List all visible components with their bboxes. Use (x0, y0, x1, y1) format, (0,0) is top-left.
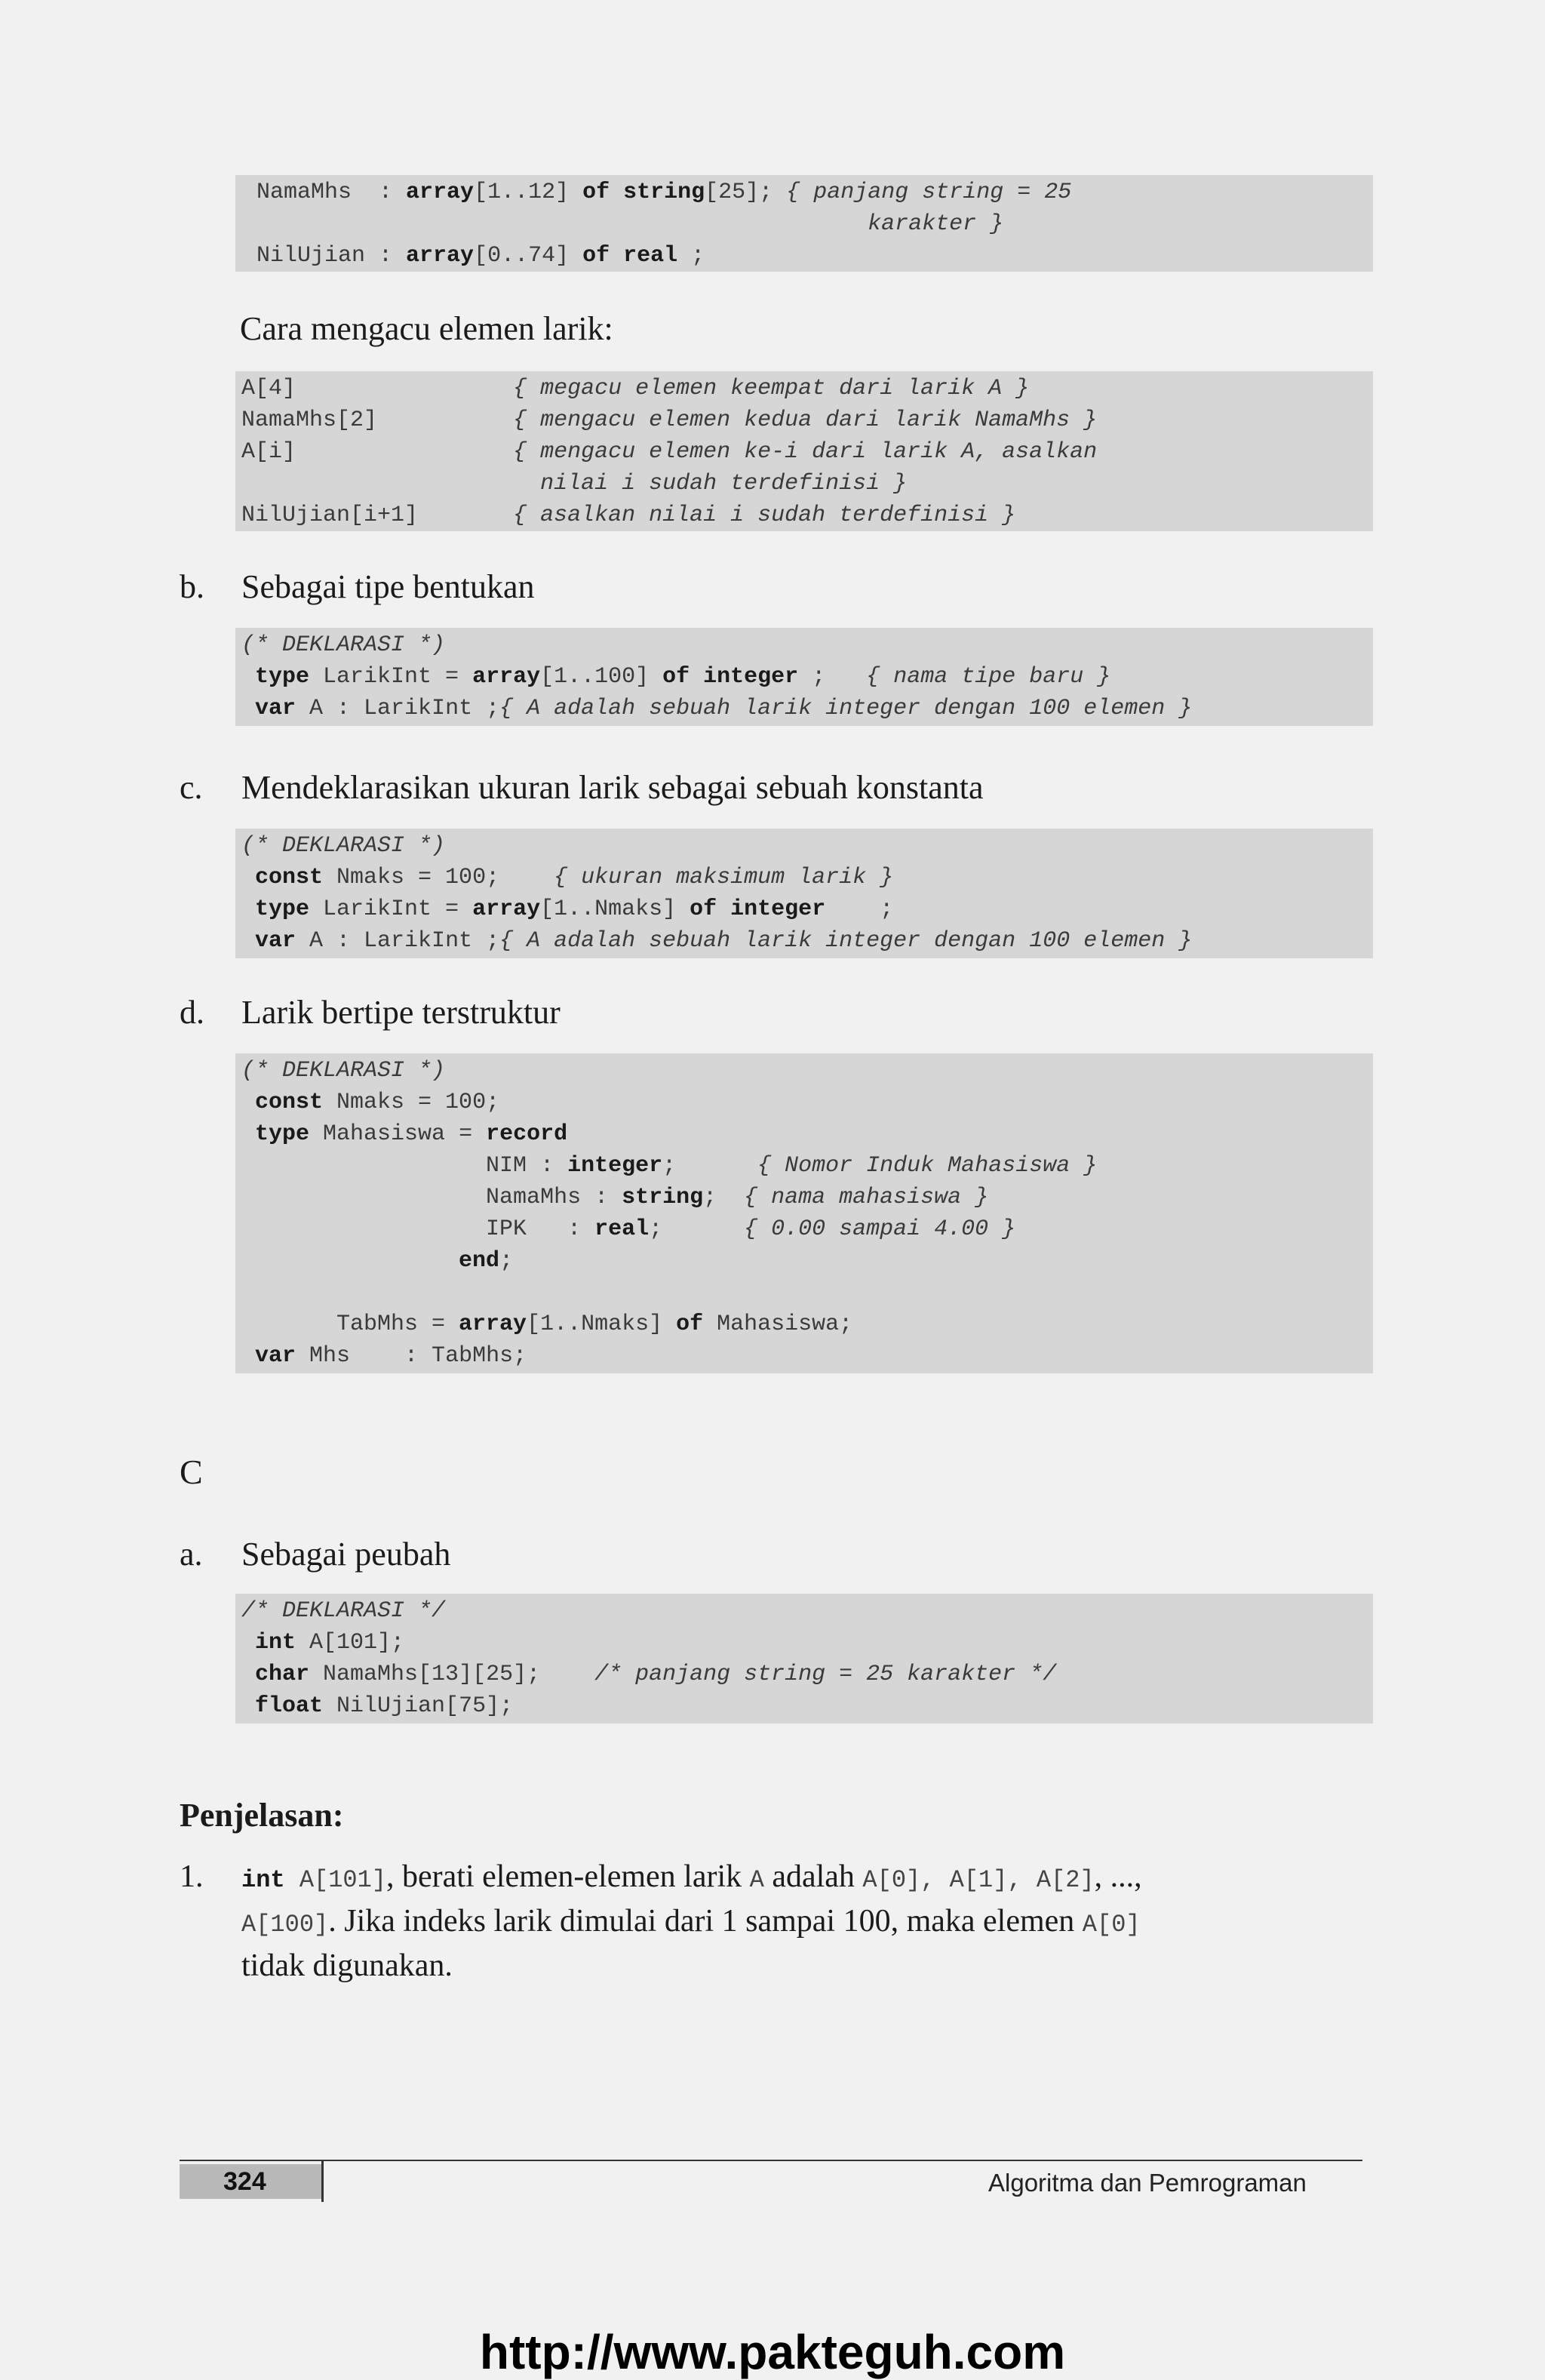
code-comment: (* DEKLARASI *) (241, 1058, 446, 1084)
code-keyword: array (472, 896, 541, 922)
code-line (256, 208, 1352, 240)
code-comment: /* panjang string = 25 karakter */ (594, 1662, 1057, 1687)
code-keyword: array (406, 180, 475, 205)
penjelasan-text-4: . Jika indeks larik dimulai dari 1 sampai 100, maka elemen (328, 1904, 1083, 1939)
code-text (241, 1693, 255, 1719)
code-text: A[101]; (296, 1630, 405, 1656)
watermark-url: http://www.pakteguh.com (479, 2325, 1066, 2379)
item-b-text: Sebagai tipe bentukan (241, 568, 535, 605)
code-text (610, 243, 623, 269)
code-block-array-declaration (235, 175, 1373, 272)
code-keyword: var (255, 1343, 296, 1369)
penjelasan-text-5: tidak digunakan. (241, 1948, 453, 1983)
code-keyword: array (406, 243, 475, 269)
code-text (690, 664, 703, 690)
code-line (241, 1595, 1352, 1627)
code-text: A[4] (241, 376, 514, 401)
code-a0: A[0] (1082, 1911, 1141, 1939)
section-c-title: C (180, 1453, 203, 1491)
code-line (241, 1245, 1352, 1277)
code-line (241, 373, 1352, 404)
code-line (241, 1340, 1352, 1372)
code-block-element-access (235, 371, 1373, 531)
code-line (241, 925, 1352, 957)
code-keyword: of (676, 1311, 704, 1337)
code-comment: { mengacu elemen ke-i dari larik A, asalkan (513, 439, 1098, 465)
code-text (241, 928, 255, 954)
code-comment: { nama mahasiswa } (744, 1185, 989, 1210)
code-text: NamaMhs : (256, 180, 407, 205)
code-text: TabMhs = (241, 1311, 459, 1337)
code-text: Nmaks = 100; (323, 865, 554, 890)
footer-divider (321, 2160, 324, 2202)
code-text: Nmaks = 100; (323, 1090, 500, 1115)
code-line (241, 1182, 1352, 1213)
item-c-marker: c. (180, 769, 203, 806)
penjelasan-item-1-number: 1. (180, 1859, 204, 1894)
code-keyword: array (459, 1311, 527, 1337)
code-text: NIM : (241, 1153, 568, 1179)
code-keyword: type (255, 896, 310, 922)
code-text: [0..74] (474, 243, 583, 269)
code-text (241, 865, 255, 890)
heading-cara-mengacu: Cara mengacu elemen larik: (240, 310, 613, 347)
code-line (241, 500, 1352, 531)
code-keyword: const (255, 1090, 324, 1115)
penjelasan-text-2: adalah (763, 1859, 863, 1894)
code-keyword: record (486, 1121, 568, 1147)
code-text: NamaMhs[2] (241, 407, 514, 433)
penjelasan-text-3: , ..., (1094, 1859, 1142, 1894)
code-comment: { panjang string = 25 (786, 180, 1072, 205)
item-a-text: Sebagai peubah (241, 1536, 451, 1573)
code-keyword: of (582, 180, 610, 205)
code-line (241, 1690, 1352, 1722)
code-kw-int: int (241, 1866, 285, 1894)
code-block-c-declaration (235, 1594, 1373, 1724)
code-text (241, 896, 255, 922)
code-comment: { asalkan nilai i sudah terdefinisi } (513, 503, 1016, 528)
code-comment: /* DEKLARASI */ (241, 1598, 446, 1624)
code-text (241, 1248, 459, 1274)
code-line (241, 629, 1352, 661)
code-comment: { Nomor Induk Mahasiswa } (757, 1153, 1098, 1179)
code-line (241, 1087, 1352, 1118)
item-d-marker: d. (180, 994, 204, 1031)
code-keyword: float (255, 1693, 324, 1719)
code-block-terstruktur (235, 1053, 1373, 1373)
code-text: IPK : (241, 1216, 595, 1242)
code-text: [1..Nmaks] (527, 1311, 677, 1337)
code-line (241, 404, 1352, 436)
code-text: Mahasiswa; (703, 1311, 853, 1337)
code-line (241, 1150, 1352, 1182)
code-text: ; (662, 1153, 758, 1179)
code-text (256, 211, 868, 237)
code-text (610, 180, 623, 205)
code-line (241, 693, 1352, 724)
code-text (241, 1121, 255, 1147)
code-keyword: char (255, 1662, 310, 1687)
item-b (180, 567, 535, 607)
code-text: ; (649, 1216, 745, 1242)
code-line (241, 862, 1352, 893)
code-keyword: real (623, 243, 678, 269)
code-keyword: integer (730, 896, 826, 922)
code-block-konstanta (235, 829, 1373, 958)
code-keyword: type (255, 664, 310, 690)
code-text: A[i] (241, 439, 514, 465)
code-text (241, 664, 255, 690)
item-a (180, 1535, 450, 1574)
code-comment: { nama tipe baru } (866, 664, 1111, 690)
item-c (180, 768, 984, 807)
code-line (241, 1277, 1352, 1308)
code-text: ; (825, 896, 894, 922)
code-text: Mhs : TabMhs; (296, 1343, 527, 1369)
code-line (241, 1308, 1352, 1340)
code-text: A : LarikInt ; (296, 928, 500, 954)
code-line (241, 1659, 1352, 1690)
code-text: Mahasiswa = (309, 1121, 487, 1147)
code-text: ; (798, 664, 867, 690)
code-keyword: of (662, 664, 690, 690)
code-comment: { ukuran maksimum larik } (554, 865, 894, 890)
code-line (241, 830, 1352, 862)
code-keyword: of (690, 896, 717, 922)
code-line (241, 893, 1352, 925)
code-text (241, 1662, 255, 1687)
code-keyword: integer (703, 664, 799, 690)
code-keyword: of (582, 243, 610, 269)
code-keyword: var (255, 696, 296, 721)
code-keyword: var (255, 928, 296, 954)
code-text: LarikInt = (309, 896, 473, 922)
code-decl: A[101] (284, 1866, 387, 1894)
code-keyword: type (255, 1121, 310, 1147)
code-comment: (* DEKLARASI *) (241, 632, 446, 658)
code-line (256, 177, 1352, 208)
code-keyword: integer (567, 1153, 663, 1179)
code-text: ; (703, 1185, 745, 1210)
code-line (241, 1213, 1352, 1245)
code-keyword: array (472, 664, 541, 690)
code-line (241, 468, 1352, 500)
code-text (241, 1090, 255, 1115)
code-line (241, 436, 1352, 468)
code-text: [25]; (705, 180, 787, 205)
item-c-text: Mendeklarasikan ukuran larik sebagai sebuah konstanta (241, 769, 984, 806)
code-text: NilUjian[i+1] (241, 503, 514, 528)
code-keyword: const (255, 865, 324, 890)
code-line (241, 1627, 1352, 1659)
penjelasan-text-1: , berati elemen-elemen larik (386, 1859, 750, 1894)
code-text: ; (677, 243, 705, 269)
code-block-tipe-bentukan (235, 628, 1373, 726)
code-text: NilUjian[75]; (323, 1693, 514, 1719)
item-a-marker: a. (180, 1536, 203, 1573)
code-text (241, 1630, 255, 1656)
code-comment: { A adalah sebuah larik integer dengan 100 elemen } (499, 696, 1193, 721)
code-comment: karakter } (868, 211, 1004, 237)
code-text: [1..Nmaks] (540, 896, 690, 922)
code-comment: (* DEKLARASI *) (241, 833, 446, 859)
code-keyword: string (622, 1185, 704, 1210)
code-a: A (749, 1866, 764, 1894)
code-last: A[100] (241, 1911, 329, 1939)
code-keyword: string (623, 180, 705, 205)
code-text (717, 896, 730, 922)
code-text: [1..100] (540, 664, 663, 690)
code-text: NamaMhs[13][25]; (309, 1662, 595, 1687)
code-comment: { megacu elemen keempat dari larik A } (513, 376, 1030, 401)
code-text: LarikInt = (309, 664, 473, 690)
code-keyword: int (255, 1630, 296, 1656)
code-text (241, 471, 540, 497)
item-d (180, 993, 561, 1032)
code-text: A : LarikInt ; (296, 696, 500, 721)
code-text: NamaMhs : (241, 1185, 622, 1210)
code-comment: { mengacu elemen kedua dari larik NamaMhs } (513, 407, 1098, 433)
footer-rule (180, 2160, 1362, 2161)
page-number: 324 (223, 2167, 266, 2196)
code-keyword: real (594, 1216, 650, 1242)
code-line (241, 661, 1352, 693)
code-text: [1..12] (474, 180, 583, 205)
item-b-marker: b. (180, 568, 204, 605)
code-text (241, 696, 255, 721)
code-comment: nilai i sudah terdefinisi } (540, 471, 908, 497)
code-line (241, 1118, 1352, 1150)
code-keyword: end (459, 1248, 500, 1274)
penjelasan-heading: Penjelasan: (180, 1797, 344, 1834)
code-line (256, 240, 1352, 272)
code-comment: { 0.00 sampai 4.00 } (744, 1216, 1016, 1242)
item-d-text: Larik bertipe terstruktur (241, 994, 561, 1031)
code-list: A[0], A[1], A[2] (862, 1866, 1095, 1894)
code-text (241, 1343, 255, 1369)
book-title: Algoritma dan Pemrograman (988, 2169, 1307, 2197)
code-text: NilUjian : (256, 243, 407, 269)
code-comment: { A adalah sebuah larik integer dengan 100 elemen } (499, 928, 1193, 954)
code-line (241, 1055, 1352, 1087)
code-text: ; (499, 1248, 514, 1274)
